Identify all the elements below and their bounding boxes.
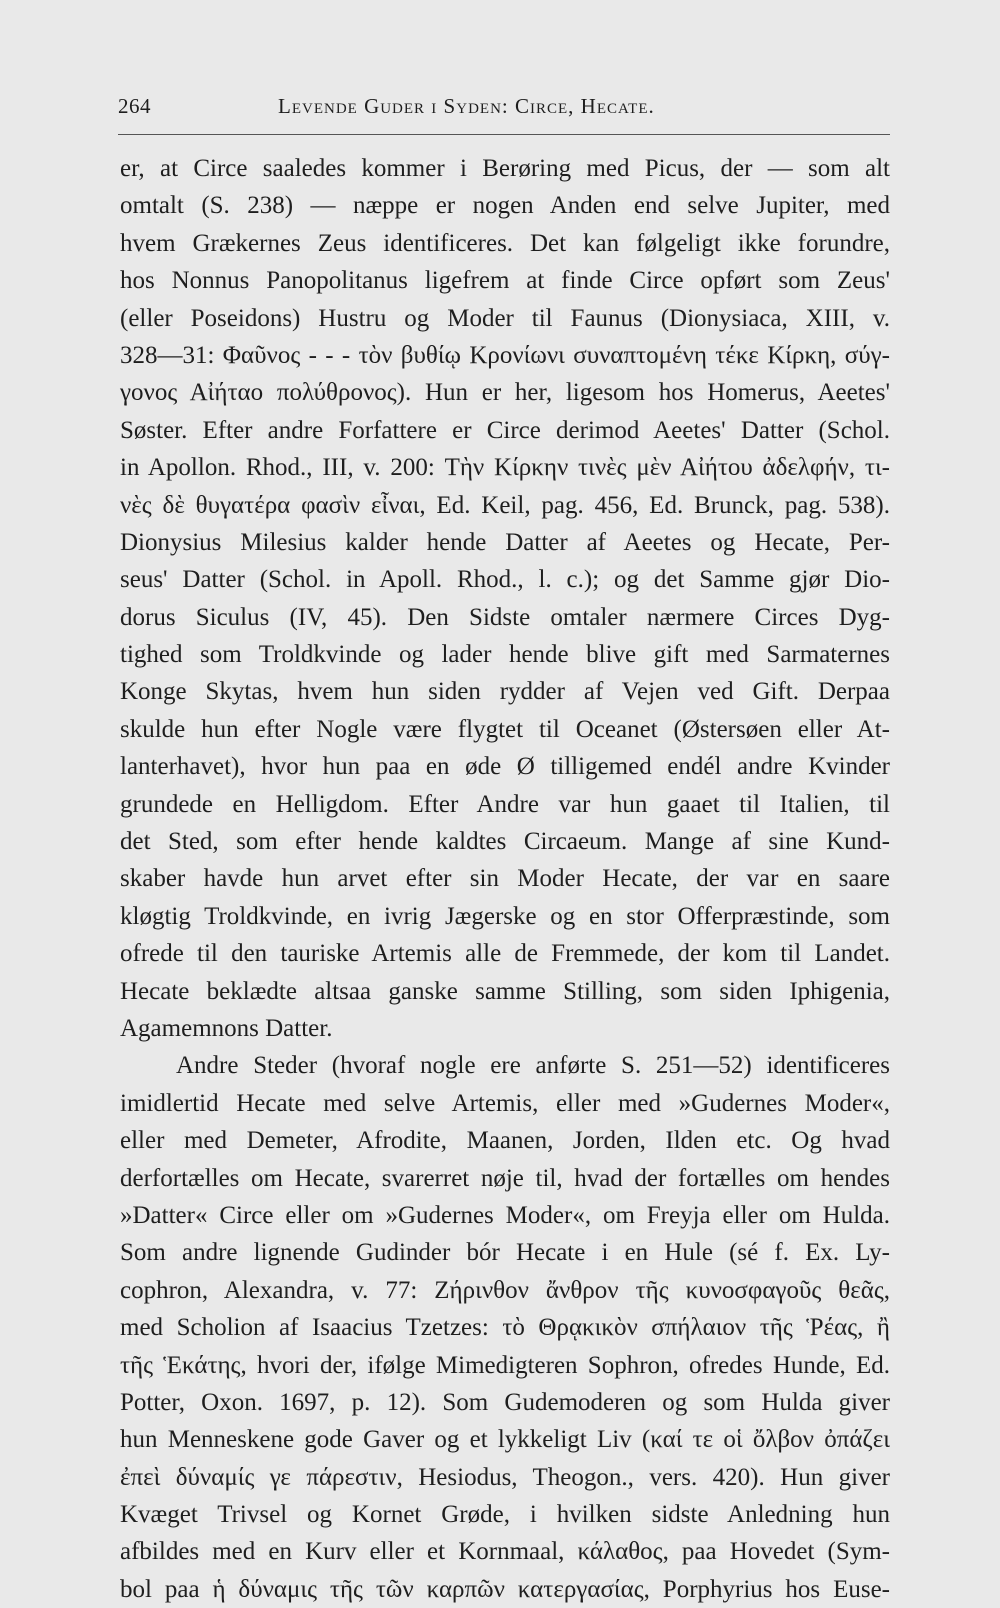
page-number: 264 [118, 94, 151, 118]
text-line: »Datter« Circe eller om »Gudernes Moder«, om Freyja eller om Hulda. [120, 1201, 890, 1229]
text-line: eller med Demeter, Afrodite, Maanen, Jorden, Ilden etc. Og hvad [120, 1127, 890, 1155]
text-line: Dionysius Milesius kalder hende Datter af Aeetes og Hecate, Per- [120, 528, 890, 556]
text-line: Kvæget Trivsel og Kornet Grøde, i hvilken sidste Anledning hun [120, 1501, 890, 1529]
text-line: νὲς δὲ θυγατέρα φασὶν εἶναι, Ed. Keil, pag. 456, Ed. Brunck, pag. 538). [120, 491, 890, 519]
text-line: Hecate beklædte altsaa ganske samme Stilling, som siden Iphigenia, [120, 977, 890, 1005]
text-line: derfortælles om Hecate, svarerret nøje til, hvad der fortælles om hendes [120, 1164, 890, 1192]
text-line: hvem Grækernes Zeus identificeres. Det kan følgeligt ikke forundre, [120, 229, 890, 257]
text-line: cophron, Alexandra, v. 77: Ζήρινθον ἄνθρον τῆς κυνοσφαγοῦς θεᾶς, [120, 1276, 890, 1304]
text-line: seus' Datter (Schol. in Apoll. Rhod., l. c.); og det Samme gjør Dio- [120, 566, 890, 594]
text-line: grundede en Helligdom. Efter Andre var hun gaaet til Italien, til [120, 790, 890, 818]
text-line: omtalt (S. 238) — næppe er nogen Anden end selve Jupiter, med [120, 192, 890, 220]
text-line: tighed som Troldkvinde og lader hende blive gift med Sarmaternes [120, 641, 890, 669]
text-line: hos Nonnus Panopolitanus ligefrem at finde Circe opført som Zeus' [120, 267, 890, 295]
text-line: ἐπεὶ δύναμίς γε πάρεστιν, Hesiodus, Theogon., vers. 420). Hun giver [120, 1463, 890, 1491]
text-line: in Apollon. Rhod., III, v. 200: Τὴν Κίρκην τινὲς μὲν Αἰήτου ἀδελφήν, τι- [120, 454, 890, 482]
text-line: kløgtig Troldkvinde, en ivrig Jægerske og en stor Offerpræstinde, som [120, 902, 890, 930]
text-line: γονος Αἰήταο πολύθρονος). Hun er her, ligesom hos Homerus, Aeetes' [120, 379, 890, 407]
body-text [120, 150, 890, 1608]
text-line: skaber havde hun arvet efter sin Moder Hecate, der var en saare [120, 865, 890, 893]
text-line: Som andre lignende Gudinder bór Hecate i en Hule (sé f. Ex. Ly- [120, 1239, 890, 1267]
text-line: er, at Circe saaledes kommer i Berøring med Picus, der — som alt [120, 155, 890, 182]
running-title: Levende Guder i Syden: Circe, Hecate. [278, 94, 655, 118]
header-rule [118, 134, 890, 135]
text-line: imidlertid Hecate med selve Artemis, eller med »Gudernes Moder«, [120, 1089, 890, 1117]
text-line: skulde hun efter Nogle være flygtet til Oceanet (Østersøen eller At- [120, 715, 890, 743]
text-line: τῆς Ἑκάτης, hvori der, ifølge Mimedigteren Sophron, ofredes Hunde, Ed. [120, 1351, 890, 1379]
text-line: afbildes med en Kurv eller et Kornmaal, κάλαθος, paa Hovedet (Sym- [120, 1538, 890, 1566]
text-line: Agamemnons Datter. [120, 1014, 333, 1042]
text-line: 328—31: Φαῦνος - - - τὸν βυθίῳ Κρονίωνι συναπτομένη τέκε Κίρκη, σύγ- [120, 341, 890, 369]
text-line: Andre Steder (hvoraf nogle ere anførte S. 251—52) identificeres [176, 1052, 890, 1080]
text-line: (eller Poseidons) Hustru og Moder til Faunus (Dionysiaca, XIII, v. [120, 304, 890, 332]
text-line: Potter, Oxon. 1697, p. 12). Som Gudemoderen og som Hulda giver [120, 1388, 890, 1416]
text-line: det Sted, som efter hende kaldtes Circaeum. Mange af sine Kund- [120, 828, 890, 856]
text-line: Konge Skytas, hvem hun siden rydder af Vejen ved Gift. Derpaa [120, 678, 890, 706]
text-line: bol paa ἡ δύναμις τῆς τῶν καρπῶν κατεργασίας, Porphyrius hos Euse- [120, 1575, 890, 1603]
text-line: med Scholion af Isaacius Tzetzes: τὸ Θρᾳκικὸν σπήλαιον τῆς Ῥέας, ἢ [120, 1314, 890, 1342]
text-line: dorus Siculus (IV, 45). Den Sidste omtaler nærmere Circes Dyg- [120, 603, 890, 631]
text-line: ofrede til den tauriske Artemis alle de Fremmede, der kom til Landet. [120, 940, 890, 968]
text-line: lanterhavet), hvor hun paa en øde Ø tilligemed endél andre Kvinder [120, 753, 890, 781]
text-line: hun Menneskene gode Gaver og et lykkeligt Liv (καί τε οἱ ὄλβον ὀπάζει [120, 1426, 890, 1454]
text-line: Søster. Efter andre Forfattere er Circe derimod Aeetes' Datter (Schol. [120, 416, 890, 444]
